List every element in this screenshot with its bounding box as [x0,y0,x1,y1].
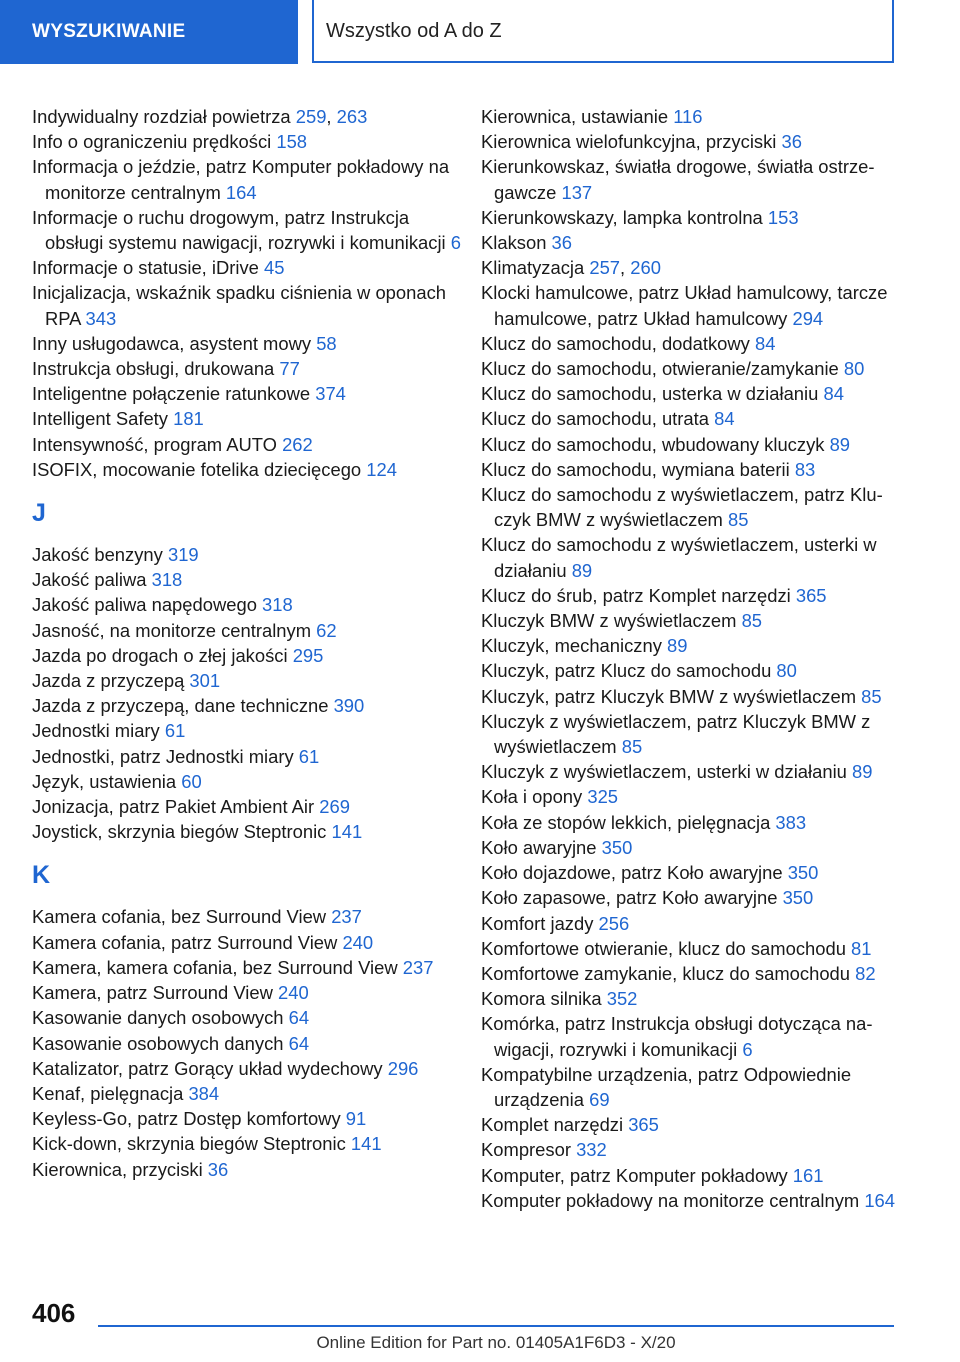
index-entry-text: Intensywność, program AUTO [32,433,283,455]
page-ref-link[interactable]: 58 [316,332,337,354]
index-entry [32,356,462,381]
index-entry-text: Koło awaryjne [481,836,602,858]
page-ref-link[interactable]: 84 [714,408,735,430]
index-entry [32,930,462,955]
index-entry [481,331,906,356]
index-entry [32,567,462,592]
index-entry [32,819,462,844]
index-entry [481,280,906,330]
page-ref-link[interactable]: 390 [333,695,365,717]
page-ref-link[interactable]: 332 [576,1139,607,1161]
page-ref-link[interactable]: 61 [298,745,320,767]
page-ref-link[interactable]: 83 [794,458,816,480]
index-entry [32,542,462,567]
footer-divider [98,1325,894,1327]
page-ref-link[interactable]: 36 [207,1158,229,1180]
index-entry-text: Jednostki miary [32,720,165,742]
page-ref-link[interactable]: 181 [173,408,204,430]
page-ref-link[interactable]: 260 [630,257,661,279]
index-entry [481,709,906,759]
page-ref-link[interactable]: 365 [628,1114,659,1136]
index-entry [32,955,462,980]
page-ref-link[interactable]: 301 [189,670,221,692]
index-entry-text: Kierunkowskazy, lampka kontrolna [481,206,768,228]
index-entry [481,230,906,255]
page-ref-link[interactable]: 161 [792,1164,824,1186]
index-entry [481,255,906,280]
index-entry [32,381,462,406]
page-ref-link[interactable]: 137 [561,181,593,203]
page-ref-link[interactable]: 64 [288,1032,310,1054]
footer-edition: Online Edition for Part no. 01405A1F6D3 - X/20 [316,1333,676,1352]
index-entry-text: Kenaf, pielęgnacja [32,1082,189,1104]
index-entry [481,104,906,129]
page-ref-link[interactable]: 350 [782,887,814,909]
page-ref-link[interactable]: 84 [754,332,776,354]
index-entry-text: Komora silnika [481,988,607,1010]
index-entry [32,1056,462,1081]
index-entry-text: Jakość paliwa [32,569,152,591]
index-entry-text: Klucz do śrub, patrz Komplet narzędzi [481,584,796,606]
index-entry-text: Komfortowe zamykanie, klucz do samochodu [481,962,856,984]
index-entry-text: Koła ze stopów lekkich, pielęgnacja [481,811,776,833]
page-ref-link[interactable]: 84 [823,383,844,405]
page-ref-link[interactable]: 237 [331,906,362,928]
index-entry-text: Klucz do samochodu z wyświetlaczem, usterki w działaniu [481,534,877,581]
index-entry [481,810,906,835]
index-entry [32,205,462,255]
index-entry-text: Koło dojazdowe, patrz Koło awaryjne [481,862,788,884]
page-number: 406 [32,1298,76,1328]
index-entry [32,154,462,204]
index-entry [32,104,462,129]
index-entry-text: Klimatyzacja [481,257,590,279]
index-entry [481,658,906,683]
index-entry [481,885,906,910]
index-entry-text: Koło zapasowe, patrz Koło awaryjne [481,887,783,909]
index-entry-text: Jakość paliwa napędowego [32,594,263,616]
index-entry-text: Jazda z przyczepą, dane techniczne [32,695,334,717]
page-ref-link[interactable]: 319 [167,544,199,566]
page-ref-link[interactable]: 85 [728,509,749,531]
index-letter-heading: K [32,861,51,890]
index-entry [481,154,906,204]
index-entry [481,381,906,406]
page-ref-link[interactable]: 263 [336,106,368,127]
index-entry-text: Kompresor [481,1139,577,1161]
index-entry [481,1188,906,1213]
index-entry [481,1011,906,1061]
index-entry [481,205,906,230]
index-entry-text: Kluczyk, patrz Kluczyk BMW z wyświetlaczem [481,685,862,707]
index-entry [32,1081,462,1106]
page-ref-link[interactable]: 89 [829,433,851,455]
index-entry-text: Jazda po drogach o złej jakości [32,644,293,666]
page-ref-link[interactable]: 116 [673,106,703,127]
index-entry-text: Informacje o ruchu drogowym, patrz Instrukcja obsługi systemu nawigacji, rozrywki i komunikacji [32,206,451,254]
index-entry [481,406,906,431]
index-entry [32,1005,462,1030]
index-entry [32,980,462,1005]
index-entry-text: Kick-down, skrzynia biegów Steptronic [32,1133,351,1155]
index-entry [481,784,906,809]
index-entry [481,986,906,1011]
page-ref-link[interactable]: 325 [587,786,619,808]
index-letter-heading: J [32,499,46,528]
index-entry [481,835,906,860]
page-ref-link[interactable]: 350 [601,836,633,858]
page-ref-link[interactable]: 158 [276,131,308,153]
index-entry-text: Kluczyk, mechaniczny [481,635,668,657]
index-entry [481,583,906,608]
index-entry-text: Klucz do samochodu, usterka w działaniu [481,383,824,405]
index-entry [32,1031,462,1056]
index-entry-text: Kluczyk z wyświetlaczem, usterki w działaniu [481,761,852,783]
index-entry-text: Jazda z przyczepą [32,670,190,692]
page-ref-link[interactable]: 343 [85,307,117,329]
index-entry [32,693,462,718]
page-ref-link[interactable]: 69 [589,1088,610,1110]
page-ref-link[interactable]: 384 [188,1082,220,1104]
index-column-left [32,104,462,1182]
page-ref-link[interactable]: 164 [225,181,257,203]
page-ref-link[interactable]: 269 [319,796,350,818]
index-entry-text: Kluczyk BMW z wyświetlaczem [481,610,742,632]
index-entry-text: Informacje o statusie, iDrive [32,257,265,279]
page-ref-separator: , [620,257,631,279]
index-entry-text: Komputer, patrz Komputer pokładowy [481,1164,793,1186]
index-entry-text: Jednostki, patrz Jednostki miary [32,745,299,767]
page-ref-link[interactable]: 124 [366,458,397,480]
index-entry [481,860,906,885]
index-entry-text: Koła i opony [481,786,588,808]
index-entry [481,608,906,633]
index-entry-text: Kluczyk, patrz Klucz do samochodu [481,660,777,682]
index-entry-text: Inteligentne połączenie ratunkowe [32,383,316,405]
index-entry-text: Klucz do samochodu, dodatkowy [481,332,755,354]
index-entry [32,1131,462,1156]
index-entry [32,1157,462,1182]
page-ref-link[interactable]: 89 [852,761,873,783]
page-ref-link[interactable]: 89 [667,635,688,657]
page-ref-link[interactable]: 6 [742,1038,753,1060]
page-ref-link[interactable]: 80 [843,358,865,380]
index-entry-text: Kierownica, przyciski [32,1158,208,1180]
index-entry-text: Kamera cofania, patrz Surround View [32,931,343,953]
index-entry-text: Kierunkowskaz, światła drogowe, światła ostrzegawcze [481,156,875,203]
page-ref-link[interactable]: 318 [262,594,293,616]
page-ref-link[interactable]: 60 [181,770,202,792]
index-entry-text: Klucz do samochodu z wyświetlaczem, patrz Kluczyk BMW z wyświetlaczem [481,484,883,531]
index-entry-text: Katalizator, patrz Gorący układ wydechowy [32,1057,388,1079]
page-ref-link[interactable]: 64 [288,1007,310,1029]
page-ref-link[interactable]: 262 [282,433,313,455]
index-entry [32,618,462,643]
index-entry [481,759,906,784]
index-entry-text: Klocki hamulcowe, patrz Układ hamulcowy, tarcze hamulcowe, patrz Układ hamulcowy [481,282,888,329]
index-entry [481,1163,906,1188]
index-entry-text: Jonizacja, patrz Pakiet Ambient Air [32,796,320,818]
index-entry-text: Kasowanie osobowych danych [32,1032,289,1054]
index-entry-text: Info o ograniczeniu prędkości [32,131,277,153]
index-entry [481,633,906,658]
index-entry-text: Indywidualny rozdział powietrza [32,106,296,127]
page-ref-link[interactable]: 164 [864,1189,896,1211]
index-entry-text: Komputer pokładowy na monitorze centralnym [481,1189,865,1211]
index-entry [32,280,462,330]
page-ref-link[interactable]: 61 [164,720,186,742]
index-column-right [481,104,906,1213]
index-entry [32,769,462,794]
page-ref-link[interactable]: 62 [316,619,337,641]
page-ref-link[interactable]: 82 [855,962,876,984]
page-ref-link[interactable]: 240 [342,931,374,953]
index-entry [32,668,462,693]
index-entry [32,1106,462,1131]
index-entry-text: Joystick, skrzynia biegów Steptronic [32,821,332,843]
index-entry [32,457,462,482]
index-entry [481,356,906,381]
index-entry-text: Klucz do samochodu, wymiana baterii [481,458,795,480]
index-entry [32,744,462,769]
page-ref-link[interactable]: 85 [621,736,643,758]
index-entry-text: Instrukcja obsługi, drukowana [32,358,280,380]
page-ref-link[interactable]: 350 [787,862,819,884]
page-ref-link[interactable]: 36 [781,131,802,153]
index-entry-text: Klakson [481,232,552,254]
page-ref-link[interactable]: 141 [350,1133,382,1155]
page-ref-link[interactable]: 80 [776,660,797,682]
index-entry-text: Jakość benzyny [32,544,168,566]
section-tab[interactable]: WYSZUKIWANIE [0,0,298,64]
index-entry-text: Kamera, patrz Surround View [32,982,279,1004]
index-entry [481,482,906,532]
page-ref-link[interactable]: 374 [315,383,346,405]
index-entry-text: Klucz do samochodu, utrata [481,408,715,430]
index-entry-text: Kierownica, ustawianie [481,106,674,127]
page-ref-link[interactable]: 318 [151,569,183,591]
index-entry-text: Kamera, kamera cofania, bez Surround View [32,956,403,978]
index-entry [481,911,906,936]
index-entry [481,1137,906,1162]
index-entry [32,794,462,819]
section-title: Wszystko od A do Z [312,0,894,63]
index-entry-text: Inny usługodawca, asystent mowy [32,332,317,354]
index-entry [481,936,906,961]
index-entry [32,255,462,280]
page-header [0,0,960,66]
page-ref-separator: , [326,106,337,127]
index-entry-text: Kierownica wielofunkcyjna, przyciski [481,131,782,153]
index-entry-text: Kompatybilne urządzenia, patrz Odpowiednie urządzenia [481,1063,852,1110]
index-entry [32,406,462,431]
page-ref-link[interactable]: 294 [792,307,824,329]
page-ref-link[interactable]: 296 [387,1057,419,1079]
index-entry-text: Język, ustawienia [32,770,182,792]
page-ref-link[interactable]: 85 [741,610,763,632]
index-entry-text: Inicjalizacja, wskaźnik spadku ciśnienia w oponach RPA [32,282,447,329]
index-entry-text: Jasność, na monitorze centralnym [32,619,317,641]
index-entry [481,457,906,482]
page-ref-link[interactable]: 81 [851,937,872,959]
page-ref-link[interactable]: 89 [571,559,593,581]
index-entry [32,432,462,457]
index-entry [32,129,462,154]
index-entry [32,331,462,356]
index-entry-text: Komórka, patrz Instrukcja obsługi dotycząca nawigacji, rozrywki i komunikacji [481,1013,873,1060]
index-entry [481,684,906,709]
page-ref-link[interactable]: 383 [775,811,807,833]
page-ref-link[interactable]: 259 [295,106,327,127]
index-entry-text: Informacja o jeździe, patrz Komputer pokładowy na monitorze centralnym [32,156,450,203]
page-ref-link[interactable]: 237 [402,956,434,978]
page-ref-link[interactable]: 256 [598,912,630,934]
index-entry [481,961,906,986]
page-ref-link[interactable]: 91 [345,1108,367,1130]
index-entry-text: Komfortowe otwieranie, klucz do samochodu [481,937,852,959]
index-entry [481,432,906,457]
page-ref-link[interactable]: 85 [861,685,882,707]
index-entry [32,718,462,743]
page-ref-link[interactable]: 240 [278,982,309,1004]
index-entry [32,592,462,617]
index-entry-text: Kluczyk z wyświetlaczem, patrz Kluczyk BMW z wyświetlaczem [481,710,871,758]
index-entry [481,129,906,154]
index-entry [32,904,462,929]
index-entry-text: Intelligent Safety [32,408,174,430]
index-entry-text: Komfort jazdy [481,912,599,934]
page-ref-link[interactable]: 352 [606,988,638,1010]
index-entry-text: Keyless-Go, patrz Dostęp komfortowy [32,1108,346,1130]
page-ref-link[interactable]: 365 [795,584,827,606]
index-entry [481,1062,906,1112]
page-ref-link[interactable]: 257 [589,257,621,279]
page-ref-link[interactable]: 153 [767,206,799,228]
page-ref-link[interactable]: 295 [292,644,324,666]
index-entry-text: Kasowanie danych osobowych [32,1007,289,1029]
index-entry-text: ISOFIX, mocowanie fotelika dziecięcego [32,458,367,480]
page-ref-link[interactable]: 36 [551,232,573,254]
page-ref-link[interactable]: 77 [279,358,300,380]
page-ref-link[interactable]: 141 [331,821,363,843]
index-entry-text: Klucz do samochodu, wbudowany kluczyk [481,433,830,455]
index-entry-text: Kamera cofania, bez Surround View [32,906,332,928]
index-entry [481,532,906,582]
index-entry-text: Klucz do samochodu, otwieranie/zamykanie [481,358,844,380]
page-ref-link[interactable]: 45 [264,257,285,279]
index-entry [32,643,462,668]
index-entry-text: Komplet narzędzi [481,1114,629,1136]
index-entry [481,1112,906,1137]
page-ref-link[interactable]: 6 [450,232,461,254]
